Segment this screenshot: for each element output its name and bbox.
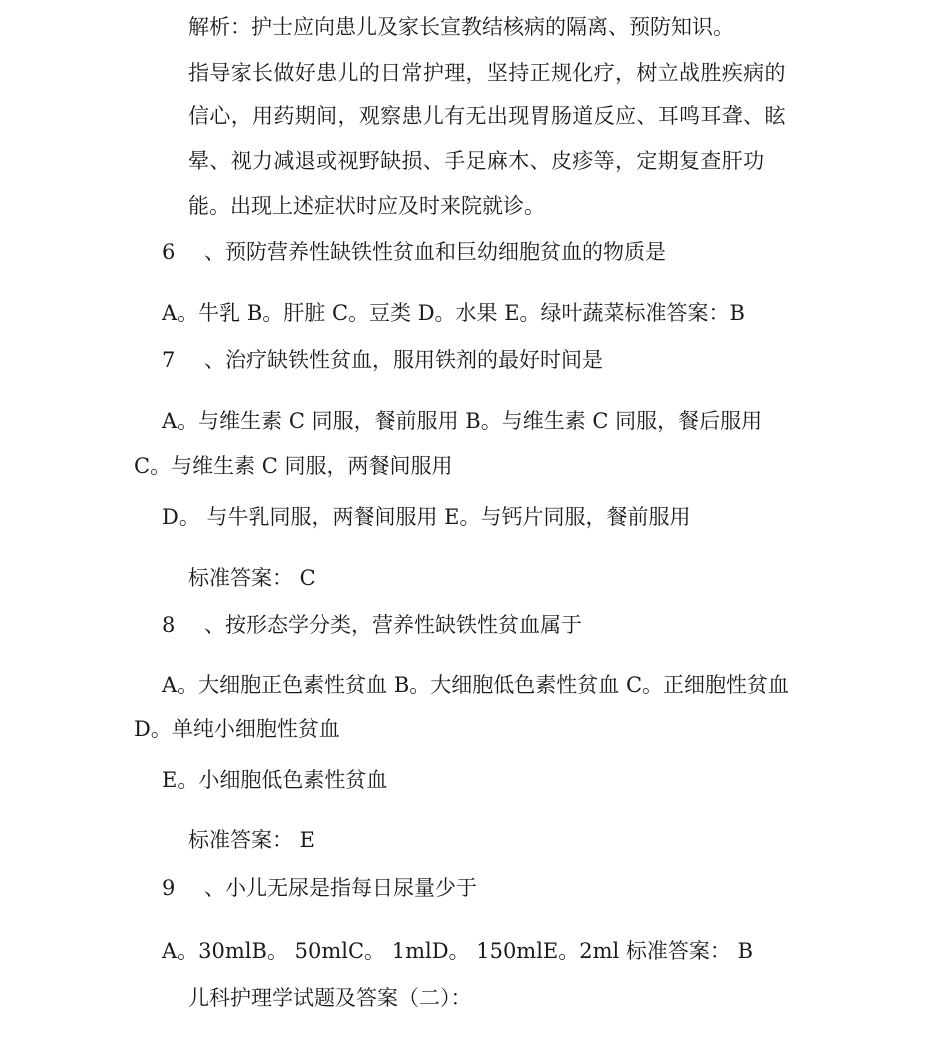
question-number: 7 [162, 348, 176, 372]
question-8-options-line-1: A。大细胞正色素性贫血 B。大细胞低色素性贫血 C。正细胞性贫血 [162, 673, 790, 697]
section-title: 儿科护理学试题及答案（二）： [188, 986, 472, 1010]
analysis-line-2: 指导家长做好患儿的日常护理，坚持正规化疗，树立战胜疾病的 [188, 61, 786, 85]
analysis-line-1: 解析：护士应向患儿及家长宣教结核病的隔离、预防知识。 [188, 15, 734, 39]
question-text: 、治疗缺铁性贫血，服用铁剂的最好时间是 [204, 348, 603, 372]
question-7-options-line-1: A。与维生素 C 同服，餐前服用 B。与维生素 C 同服，餐后服用 [162, 409, 763, 433]
analysis-line-5: 能。出现上述症状时应及时来院就诊。 [188, 194, 545, 218]
question-8-options-line-2: D。单纯小细胞性贫血 [134, 717, 340, 741]
question-number: 8 [162, 613, 176, 637]
question-text: 、小儿无尿是指每日尿量少于 [204, 876, 477, 900]
question-7-options-line-3: D。 与牛乳同服，两餐间服用 E。与钙片同服，餐前服用 [162, 505, 691, 529]
question-7-options-line-2: C。与维生素 C 同服，两餐间服用 [134, 454, 453, 478]
analysis-line-4: 晕、视力减退或视野缺损、手足麻木、皮疹等，定期复查肝功 [188, 149, 765, 173]
question-text: 、按形态学分类，营养性缺铁性贫血属于 [204, 613, 582, 637]
question-number: 6 [162, 240, 176, 264]
question-8-options-line-3: E。小细胞低色素性贫血 [162, 768, 388, 792]
question-text: 、预防营养性缺铁性贫血和巨幼细胞贫血的物质是 [204, 240, 666, 264]
question-number: 9 [162, 876, 176, 900]
question-8-answer: 标准答案： E [188, 828, 316, 852]
question-7-stem [162, 345, 603, 375]
question-6-options: A。牛乳 B。肝脏 C。豆类 D。水果 E。绿叶蔬菜标准答案：B [162, 301, 745, 325]
question-8-stem [162, 610, 582, 640]
question-9-stem [162, 873, 477, 903]
question-9-options: A。30mlB。 50mlC。 1mlD。 150mlE。2ml 标准答案： B [162, 939, 754, 963]
analysis-line-3: 信心，用药期间，观察患儿有无出现胃肠道反应、耳鸣耳聋、眩 [188, 104, 786, 128]
question-6-stem [162, 237, 666, 267]
question-7-answer: 标准答案： C [188, 566, 316, 590]
